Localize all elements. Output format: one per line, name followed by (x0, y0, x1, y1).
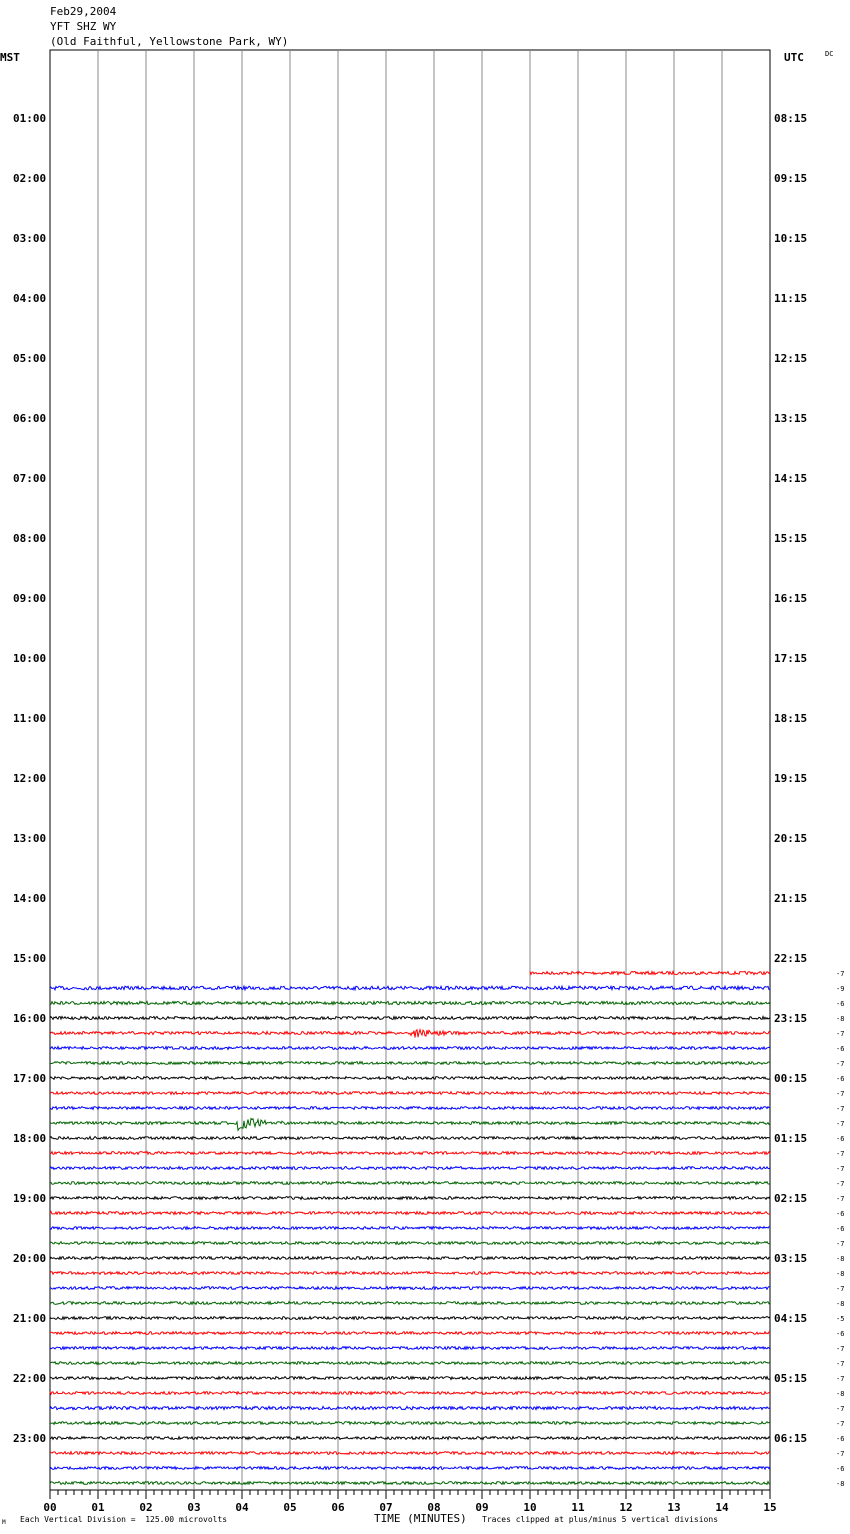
hour-label-mst: 06:00 (13, 412, 47, 425)
trace-offset-label: -7 (836, 1240, 845, 1248)
hour-label-mst: 19:00 (13, 1192, 47, 1205)
hour-label-utc: 16:15 (774, 592, 808, 605)
hour-label-mst: 02:00 (13, 172, 47, 185)
trace-offset-label: -8 (836, 1390, 845, 1398)
hour-label-mst: 13:00 (13, 832, 47, 845)
seismic-trace (50, 1030, 770, 1038)
trace-offset-label: -6 (836, 1000, 845, 1008)
trace-offset-label: -8 (836, 1270, 845, 1278)
seismic-trace (50, 1377, 770, 1380)
seismic-trace (530, 971, 770, 974)
hour-label-mst: 03:00 (13, 232, 47, 245)
trace-offset-label: -7 (836, 1030, 845, 1038)
chart-date: Feb29,2004 (50, 5, 117, 18)
seismic-trace (50, 1119, 770, 1131)
hour-label-utc: 11:15 (774, 292, 808, 305)
corner-mark: M (2, 1519, 6, 1526)
seismic-trace (50, 1302, 770, 1305)
x-tick-label: 09 (475, 1501, 489, 1514)
seismic-trace (50, 1107, 770, 1110)
hour-label-utc: 05:15 (774, 1372, 808, 1385)
trace-offset-label: -6 (836, 1210, 845, 1218)
seismic-trace (50, 1062, 770, 1065)
trace-offset-label: -8 (836, 1480, 845, 1488)
trace-offset-label: -8 (836, 1255, 845, 1263)
seismic-trace (50, 1332, 770, 1335)
trace-offset-label: -7 (836, 1375, 845, 1383)
x-tick-label: 15 (763, 1501, 777, 1514)
trace-offset-label: -7 (836, 1090, 845, 1098)
trace-offset-label: -7 (836, 1450, 845, 1458)
seismic-trace (50, 1017, 770, 1020)
trace-offset-label: -7 (836, 1285, 845, 1293)
seismic-trace (50, 1422, 770, 1425)
seismic-trace (50, 1392, 770, 1395)
hour-label-mst: 18:00 (13, 1132, 47, 1145)
seismic-trace (50, 1182, 770, 1185)
trace-offset-label: -7 (836, 970, 845, 978)
seismic-trace (50, 1242, 770, 1245)
trace-offset-label: -7 (836, 1150, 845, 1158)
left-zone-label: MST (0, 51, 20, 64)
trace-offset-label: -8 (836, 1015, 845, 1023)
trace-offset-label: -6 (836, 1225, 845, 1233)
seismic-trace (50, 1137, 770, 1140)
seismic-trace (50, 1257, 770, 1260)
seismic-trace (50, 1406, 770, 1409)
hour-label-mst: 14:00 (13, 892, 47, 905)
trace-offset-label: -7 (836, 1420, 845, 1428)
seismic-trace (50, 986, 770, 990)
hour-label-utc: 17:15 (774, 652, 808, 665)
trace-offset-label: -7 (836, 1345, 845, 1353)
x-tick-label: 08 (427, 1501, 441, 1514)
seismic-trace (50, 1317, 770, 1320)
hour-label-utc: 14:15 (774, 472, 808, 485)
hour-label-utc: 09:15 (774, 172, 808, 185)
station-code: YFT SHZ WY (50, 20, 117, 33)
trace-offset-label: -8 (836, 1300, 845, 1308)
hour-label-utc: 13:15 (774, 412, 808, 425)
x-tick-label: 13 (667, 1501, 681, 1514)
clip-note: Traces clipped at plus/minus 5 vertical divisions (482, 1515, 719, 1524)
hour-label-utc: 20:15 (774, 832, 808, 845)
x-tick-label: 00 (43, 1501, 57, 1514)
x-tick-label: 06 (331, 1501, 345, 1514)
trace-offset-label: -6 (836, 1465, 845, 1473)
trace-offset-label: -6 (836, 1135, 845, 1143)
x-axis-title: TIME (MINUTES) (374, 1512, 467, 1525)
hour-label-utc: 02:15 (774, 1192, 808, 1205)
x-tick-label: 02 (139, 1501, 153, 1514)
mst-hour-labels (13, 112, 46, 1445)
trace-offset-label: -6 (836, 1330, 845, 1338)
trace-offset-label: -6 (836, 1045, 845, 1053)
hour-label-mst: 16:00 (13, 1012, 47, 1025)
seismic-trace (50, 1287, 770, 1290)
trace-offset-label: -5 (836, 1315, 845, 1323)
hour-label-mst: 21:00 (13, 1312, 47, 1325)
trace-offset-label: -7 (836, 1165, 845, 1173)
seismic-trace (50, 1227, 770, 1230)
seismic-trace (50, 1092, 770, 1095)
trace-offset-label: -9 (836, 985, 845, 993)
right-zone-label: UTC (784, 51, 804, 64)
hour-label-utc: 10:15 (774, 232, 808, 245)
seismic-trace (50, 1212, 770, 1215)
hour-label-mst: 15:00 (13, 952, 47, 965)
hour-label-utc: 12:15 (774, 352, 808, 365)
hour-label-utc: 06:15 (774, 1432, 808, 1445)
seismic-trace (50, 1152, 770, 1155)
dc-mark: DC (825, 50, 834, 58)
seismic-trace (50, 1467, 770, 1470)
hour-label-utc: 23:15 (774, 1012, 808, 1025)
hour-label-utc: 22:15 (774, 952, 808, 965)
seismic-trace (50, 1347, 770, 1350)
trace-offset-label: -7 (836, 1120, 845, 1128)
hour-label-mst: 08:00 (13, 532, 47, 545)
x-tick-label: 01 (91, 1501, 105, 1514)
hour-label-utc: 03:15 (774, 1252, 808, 1265)
x-axis (43, 1490, 776, 1514)
hour-label-utc: 08:15 (774, 112, 808, 125)
seismic-trace (50, 1047, 770, 1050)
seismic-trace (50, 1001, 770, 1004)
hour-label-mst: 01:00 (13, 112, 47, 125)
seismic-trace (50, 1362, 770, 1365)
trace-offset-labels (836, 970, 844, 1488)
trace-offset-label: -7 (836, 1195, 845, 1203)
utc-hour-labels (774, 112, 807, 1445)
x-tick-label: 11 (571, 1501, 585, 1514)
hour-label-mst: 12:00 (13, 772, 47, 785)
hour-label-mst: 23:00 (13, 1432, 47, 1445)
hour-label-mst: 17:00 (13, 1072, 47, 1085)
seismic-trace (50, 1197, 770, 1200)
hour-label-utc: 19:15 (774, 772, 808, 785)
hour-label-mst: 07:00 (13, 472, 47, 485)
hour-label-utc: 00:15 (774, 1072, 808, 1085)
station-location: (Old Faithful, Yellowstone Park, WY) (50, 35, 289, 48)
hour-label-mst: 11:00 (13, 712, 47, 725)
x-tick-label: 03 (187, 1501, 201, 1514)
seismic-trace (50, 1437, 770, 1440)
vertical-division-note: Each Vertical Division = 125.00 microvolts (20, 1515, 228, 1524)
hour-label-mst: 20:00 (13, 1252, 47, 1265)
seismic-trace (50, 1077, 770, 1080)
trace-offset-label: -7 (836, 1180, 845, 1188)
seismic-trace (50, 1482, 770, 1485)
hour-label-mst: 22:00 (13, 1372, 47, 1385)
seismic-trace (50, 1452, 770, 1455)
x-tick-label: 10 (523, 1501, 537, 1514)
trace-offset-label: -6 (836, 1435, 845, 1443)
seismic-trace (50, 1167, 770, 1170)
seismic-traces (50, 971, 770, 1484)
hour-label-utc: 15:15 (774, 532, 808, 545)
trace-offset-label: -7 (836, 1060, 845, 1068)
seismic-trace (50, 1272, 770, 1275)
x-tick-label: 07 (379, 1501, 393, 1514)
trace-offset-label: -7 (836, 1105, 845, 1113)
trace-offset-label: -7 (836, 1405, 845, 1413)
x-tick-label: 12 (619, 1501, 633, 1514)
hour-label-utc: 21:15 (774, 892, 808, 905)
hour-label-mst: 05:00 (13, 352, 47, 365)
hour-label-utc: 04:15 (774, 1312, 808, 1325)
trace-offset-label: -6 (836, 1075, 845, 1083)
hour-label-mst: 10:00 (13, 652, 47, 665)
hour-label-mst: 04:00 (13, 292, 47, 305)
trace-offset-label: -7 (836, 1360, 845, 1368)
hour-label-utc: 01:15 (774, 1132, 808, 1145)
x-tick-label: 04 (235, 1501, 249, 1514)
x-tick-label: 14 (715, 1501, 729, 1514)
x-tick-label: 05 (283, 1501, 297, 1514)
hour-label-utc: 18:15 (774, 712, 808, 725)
hour-label-mst: 09:00 (13, 592, 47, 605)
